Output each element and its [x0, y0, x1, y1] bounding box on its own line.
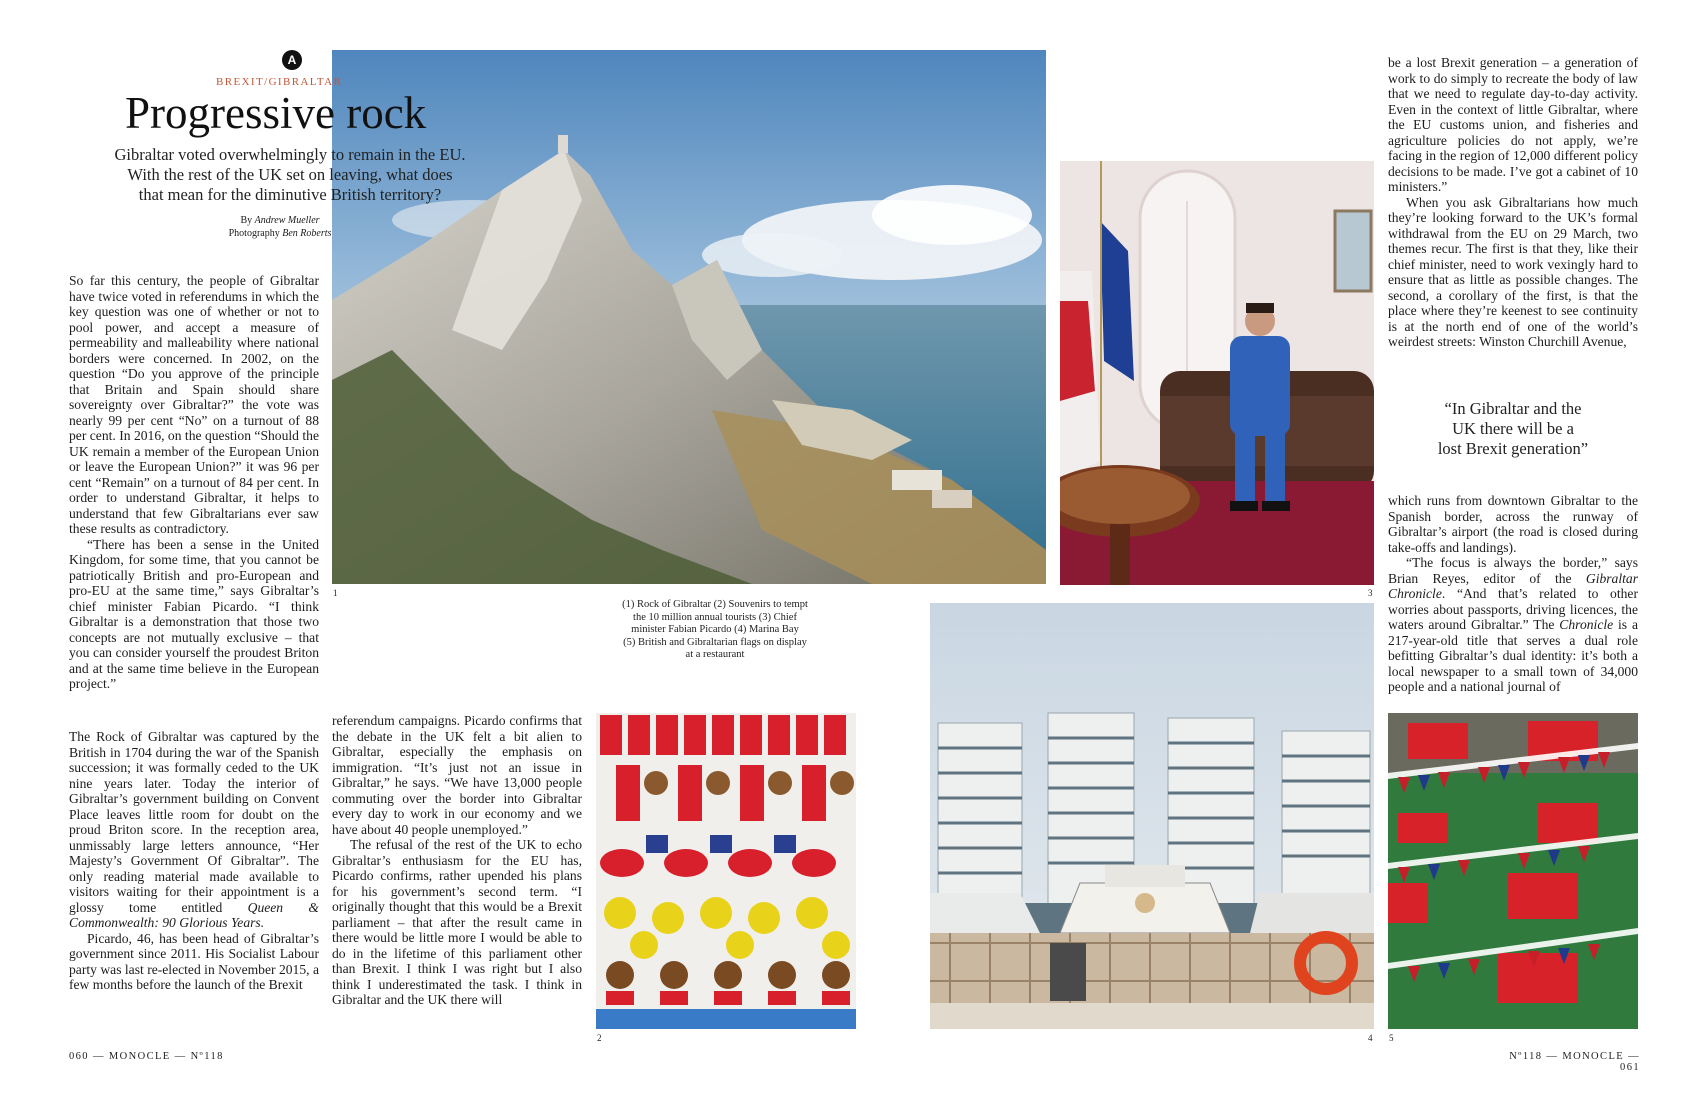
caption-line: (1) Rock of Gibraltar (2) Souvenirs to tempt — [622, 599, 808, 610]
caption-line: the 10 million annual tourists (3) Chief — [633, 611, 797, 623]
photo-credit-label: Photography — [228, 228, 280, 239]
article-column-1-lower — [69, 729, 319, 993]
paragraph: Picardo, 46, has been head of Gibraltar’s government since 2011. His Socialist Labour party was last re-elected in November 2015, a few months before the launch of the Brexit — [69, 930, 319, 992]
author-name: Andrew Mueller — [254, 215, 320, 226]
section-badge: A — [282, 50, 302, 70]
standfirst-line: that mean for the diminutive British territory? — [138, 185, 442, 204]
photo-caption — [575, 599, 855, 662]
paragraph: The Rock of Gibraltar was captured by the British in 1704 during the war of the Spanish succession; it was formally ceded to the UK nine years later. Today the interior of Gibraltar’s government building on Convent Place leaves little room for doubt on the proud Briton score. In the reception area, unmissably large letters announce, “Her Majesty’s Government Of Gibraltar”. The only reading material made available to visitors waiting for their appointment is a glossy tome entitled Queen & Commonwealth: 90 Glorious Years. — [69, 729, 319, 930]
article-column-3 — [1388, 55, 1638, 350]
standfirst-line: With the rest of the UK set on leaving, what does — [127, 165, 453, 184]
pull-quote-line: lost Brexit generation” — [1437, 439, 1589, 458]
photographer-name: Ben Roberts — [282, 228, 332, 239]
paragraph: “There has been a sense in the United Kingdom, for some time, that you cannot be patriotically British and pro-European and pro-EU at the same time,” says Gibraltar’s chief minister Fabian Picardo. “I think Gibraltar is a demonstration that those two concepts are not mutually exclusive – that you can consider yourself the proudest Briton and at the same time believe in the European project.” — [69, 536, 319, 691]
section-kicker: BREXIT/GIBRALTAR — [216, 76, 343, 88]
photo-rock-of-gibraltar — [332, 50, 1046, 584]
paragraph: The refusal of the rest of the UK to echo Gibraltar’s enthusiasm for the EU has, Picardo confirms, rather upended his plans for his government’s second term. “I originally thought that this would be a Brexit parliament – that after the result came in there would be little more I would be able to do in the lifetime of this parliament other than Brexit. I think I was right but I also think I underestimated the task. I think in Gibraltar and the UK there will — [332, 837, 582, 1007]
folio-left: 060 — MONOCLE — Nº118 — [69, 1051, 224, 1062]
photo-number: 2 — [597, 1033, 602, 1043]
photo-souvenirs — [596, 713, 856, 1029]
caption-line: minister Fabian Picardo (4) Marina Bay — [631, 624, 799, 635]
paragraph: So far this century, the people of Gibraltar have twice voted in referendums in which the key question was one of whether or not to pool power, and accept a measure of permeability and malleability where national borders were concerned. In 2002, on the question “Do you approve of the principle that Britain and Spain should share sovereignty over Gibraltar?” the vote was nearly 99 per cent “No” on a turnout of 88 per cent. In 2016, on the question “Should the UK remain a member of the European Union or leave the European Union?” it was 96 per cent “Remain” on a turnout of 84 per cent. In order to understand Gibraltar, it helps to understand that few Gibraltarians ever saw these results as contradictory. — [69, 273, 319, 536]
pull-quote — [1388, 399, 1638, 459]
photo-restaurant-flags — [1388, 713, 1638, 1029]
byline — [200, 214, 360, 240]
folio-right: Nº118 — MONOCLE — 061 — [1509, 1051, 1640, 1073]
photo-number: 5 — [1389, 1033, 1394, 1043]
paragraph: referendum campaigns. Picardo confirms that the debate in the UK felt a bit alien to Gibraltar, especially the emphasis on immigration. “It’s just not an issue in Gibraltar,” he says. “We have 13,000 people commuting over the border into Gibraltar every day to work in our economy and we have about 40 people unemployed.” — [332, 713, 582, 837]
pull-quote-line: UK there will be a — [1452, 419, 1574, 438]
paragraph: be a lost Brexit generation – a generation of work to do simply to recreate the body of law that we need to regulate day-to-day activity. Even in the context of little Gibraltar, where the EU customs union, and fisheries and agriculture policies do not apply, we’re facing in the region of 12,000 different policy decisions to be made. I’ve got a cabinet of 10 ministers.” — [1388, 55, 1638, 194]
article-column-3-lower — [1388, 493, 1638, 695]
paragraph: “The focus is always the border,” says Brian Reyes, editor of the Gibraltar Chronicle. “And that’s related to other worries about passports, driving licences, the waters around Gibraltar.” The Chronicle is a 217-year-old title that serves a dual role befitting Gibraltar’s dual identity: it’s both a local newspaper to a small town of 34,000 people and a national journal of — [1388, 555, 1638, 694]
standfirst-line: Gibraltar voted overwhelmingly to remain in the EU. — [114, 145, 466, 164]
paragraph: which runs from downtown Gibraltar to the Spanish border, across the runway of Gibraltar’s airport (the road is closed during take-offs and landings). — [1388, 493, 1638, 555]
caption-line: (5) British and Gibraltarian flags on display — [623, 636, 807, 648]
photo-marina-bay — [930, 603, 1374, 1029]
pull-quote-line: “In Gibraltar and the — [1444, 399, 1582, 418]
photo-chief-minister — [1060, 161, 1374, 585]
byline-label: By — [240, 215, 253, 226]
headline: Progressive rock — [125, 88, 427, 138]
photo-number: 4 — [1368, 1033, 1373, 1043]
photo-number: 1 — [333, 588, 338, 598]
photo-number: 3 — [1368, 588, 1373, 598]
caption-line: at a restaurant — [685, 649, 745, 660]
standfirst — [78, 145, 502, 205]
paragraph: When you ask Gibraltarians how much they’re looking forward to the UK’s formal withdrawal from the EU on 29 March, two themes recur. The first is that they, like their chief minister, need to work vexingly hard to ensure that as little as possible changes. The second, a corollary of the first, is that the place where they’re keenest to see continuity is at the north end of one of the world’s weirdest streets: Winston Churchill Avenue, — [1388, 194, 1638, 349]
article-column-2 — [332, 713, 582, 1008]
article-column-1 — [69, 273, 319, 692]
